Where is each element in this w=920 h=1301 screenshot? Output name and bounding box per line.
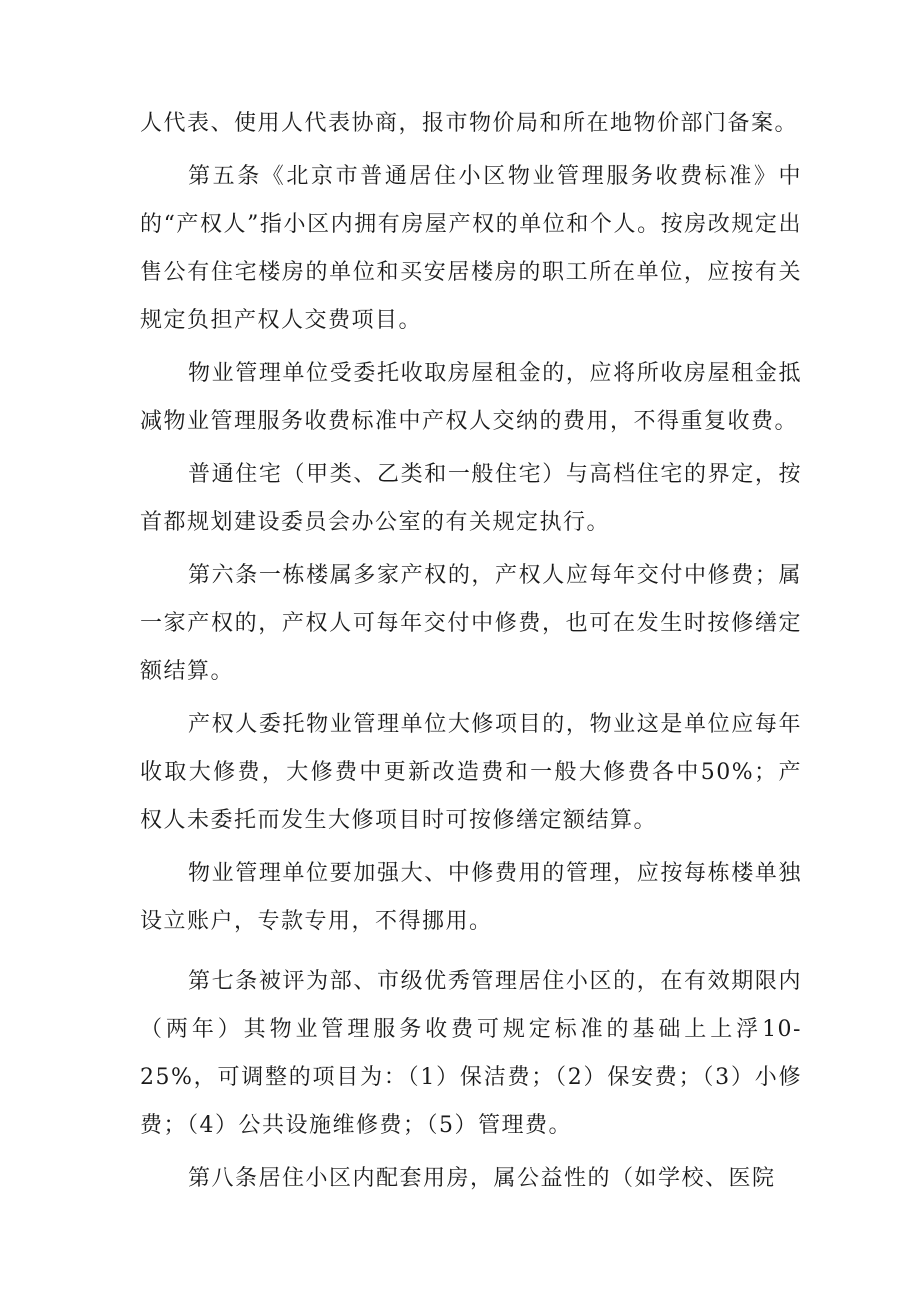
paragraph-article-5: 第五条《北京市普通居住小区物业管理服务收费标准》中的“产权人”指小区内拥有房屋产权的单位和个人。按房改规定出售公有住宅楼房的单位和买安居楼房的职工所在单位，应按有关规定负担产权人交费项目。 <box>140 164 802 333</box>
paragraph-article-8: 第八条居住小区内配套用房，属公益性的（如学校、医院 <box>188 1166 776 1191</box>
paragraph-housing-definition: 普通住宅（甲类、乙类和一般住宅）与高档住宅的界定，按首都规划建设委员会办公室的有关规定执行。 <box>140 462 802 535</box>
paragraph-article-6: 第六条一栋楼属多家产权的，产权人应每年交付中修费；属一家产权的，产权人可每年交付中修费，也可在发生时按修缮定额结算。 <box>140 563 802 684</box>
paragraph-rent-offset: 物业管理单位受委托收取房屋租金的，应将所收房屋租金抵减物业管理服务收费标准中产权人交纳的费用，不得重复收费。 <box>140 361 802 434</box>
paragraph-major-repair: 产权人委托物业管理单位大修项目的，物业这是单位应每年收取大修费，大修费中更新改造费和一般大修费各中50%；产权人未委托而发生大修项目时可按修缮定额结算。 <box>140 712 802 833</box>
paragraph-continuation: 人代表、使用人代表协商，报市物价局和所在地物价部门备案。 <box>140 111 799 136</box>
paragraph-repair-account: 物业管理单位要加强大、中修费用的管理，应按每栋楼单独设立账户，专款专用，不得挪用。 <box>140 861 802 934</box>
paragraph-article-7: 第七条被评为部、市级优秀管理居住小区的，在有效期限内（两年）其物业管理服务收费可规定标准的基础上上浮10-25%，可调整的项目为：（1）保洁费；（2）保安费；（3）小修费；（4）公共设施维修费；（5）管理费。 <box>140 969 802 1138</box>
document-body <box>140 100 802 1208</box>
